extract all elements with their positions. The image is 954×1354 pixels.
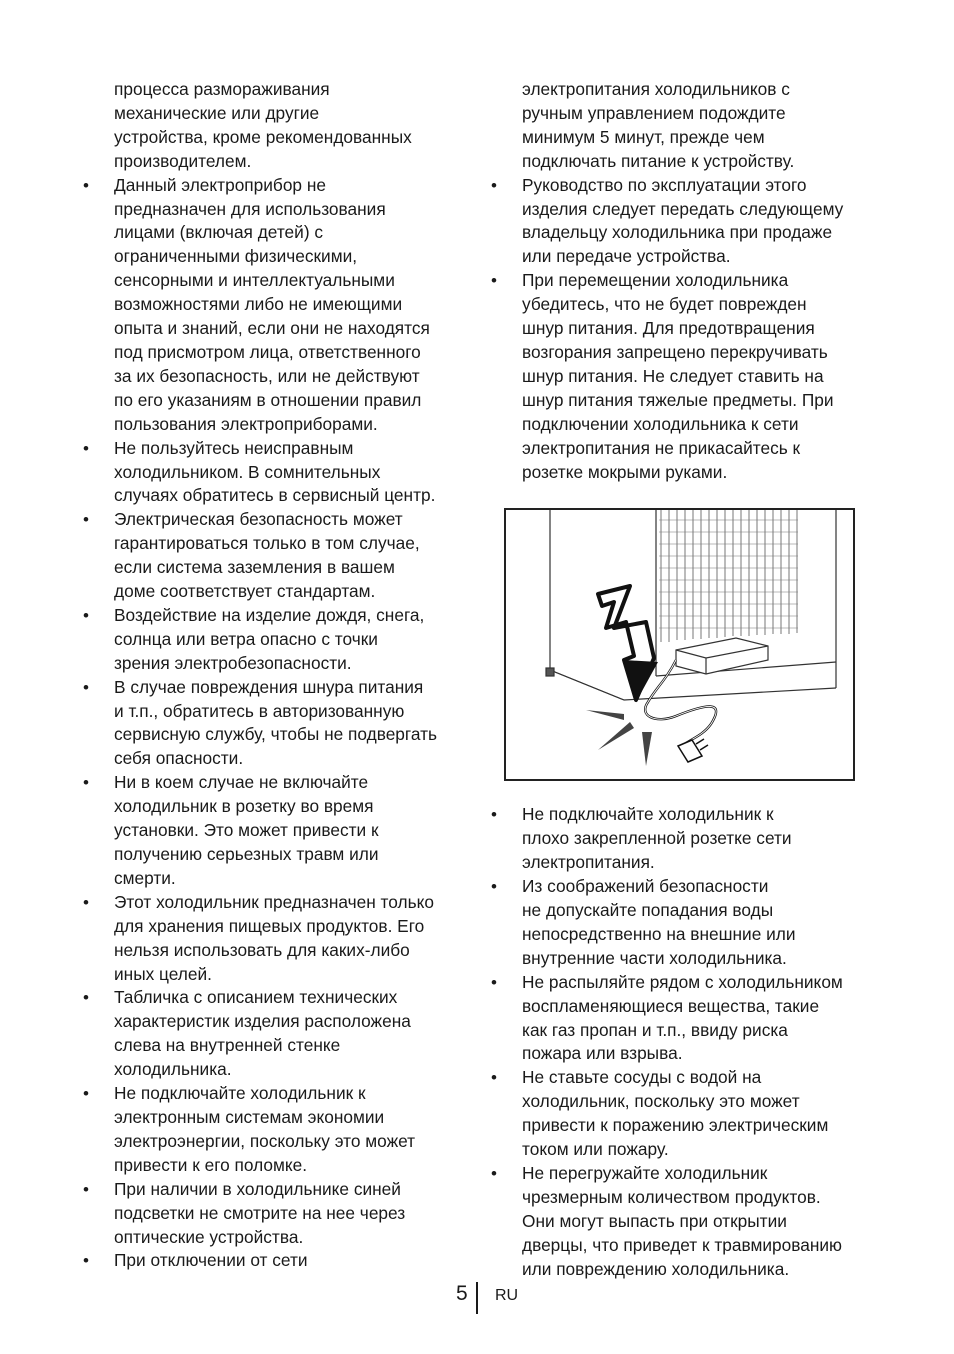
list-item: • Ни в коем случае не включайте холодильник в розетку во время установки. Это может привести к получению серьезных травм или смерти. <box>80 771 470 891</box>
right-intro-text: электропитания холодильников с ручным управлением подождите минимум 5 минут, прежде чем подключать питание к устройству. <box>522 79 795 171</box>
list-item: • Электрическая безопасность может гарантироваться только в том случае, если система заземления в вашем доме соответствует стандартам. <box>80 508 470 604</box>
footer-divider <box>476 1282 478 1314</box>
list-item: • Не перегружайте холодильник чрезмерным количеством продуктов. Они могут выпасть при открытии дверцы, что приведет к травмированию или повреждению холодильника. <box>488 1162 880 1282</box>
language-code: RU <box>495 1287 519 1304</box>
page-footer <box>0 1282 954 1316</box>
list-item: • Не распыляйте рядом с холодильником воспламеняющиеся вещества, такие как газ пропан и т.п., ввиду риска пожара или взрыва. <box>488 971 880 1067</box>
list-item: • Руководство по эксплуатации этого изделия следует передать следующему владельцу холодильника при продаже или передаче устройства. <box>488 174 880 270</box>
list-item: • Этот холодильник предназначен только для хранения пищевых продуктов. Его нельзя использовать для каких-либо иных целей. <box>80 891 470 987</box>
list-item: • Не пользуйтесь неисправным холодильником. В сомнительных случаях обратитесь в сервисный центр. <box>80 437 470 509</box>
list-item: • Не подключайте холодильник к электронным системам экономии электроэнергии, поскольку это может привести к его поломке. <box>80 1082 470 1178</box>
right-column <box>488 78 880 1282</box>
right-bullet-list-bottom <box>488 803 880 1281</box>
list-item: • Из соображений безопасности не допускайте попадания воды непосредственно на внешние или внутренние части холодильника. <box>488 875 880 971</box>
page-number: 5 <box>456 1282 468 1305</box>
left-intro-text: процесса размораживания механические или другие устройства, кроме рекомендованных производителем. <box>114 79 412 171</box>
list-item: • Табличка с описанием технических характеристик изделия расположена слева на внутренней стенке холодильника. <box>80 986 470 1082</box>
list-item: • Не ставьте сосуды с водой на холодильник, поскольку это может привести к поражению электрическим током или пожару. <box>488 1066 880 1162</box>
left-bullet-list <box>80 174 470 1274</box>
list-item: • Данный электроприбор не предназначен для использования лицами (включая детей) с ограниченными физическими, сенсорными и интеллектуальными возможностями либо не имеющими опыта и знаний, если они не находятся под присмотром лица, ответственного за их безопасность, или не действуют по его указаниям в отношении правил пользования электроприборами. <box>80 174 470 437</box>
list-item: • В случае повреждения шнура питания и т.п., обратитесь в авторизованную сервисную службу, чтобы не подвергать себя опасности. <box>80 676 470 772</box>
list-item: • Воздействие на изделие дождя, снега, солнца или ветра опасно с точки зрения электробезопасности. <box>80 604 470 676</box>
list-item: • При отключении от сети <box>80 1249 470 1273</box>
left-column <box>80 78 470 1273</box>
refrigerator-power-cord-figure <box>504 508 855 781</box>
list-item: • При перемещении холодильника убедитесь, что не будет поврежден шнур питания. Для предотвращения возгорания запрещено перекручивать шнур питания. Не следует ставить на шнур питания тяжелые предметы. При подключении холодильника к сети электропитания не прикасайтесь к розетке мокрыми руками. <box>488 269 880 484</box>
list-item: • При наличии в холодильнике синей подсветки не смотрите на нее через оптические устройства. <box>80 1178 470 1250</box>
refrigerator-power-cord-hazard-illustration <box>506 510 853 779</box>
right-bullet-list-top <box>488 174 880 485</box>
list-item: • Не подключайте холодильник к плохо закрепленной розетке сети электропитания. <box>488 803 880 875</box>
